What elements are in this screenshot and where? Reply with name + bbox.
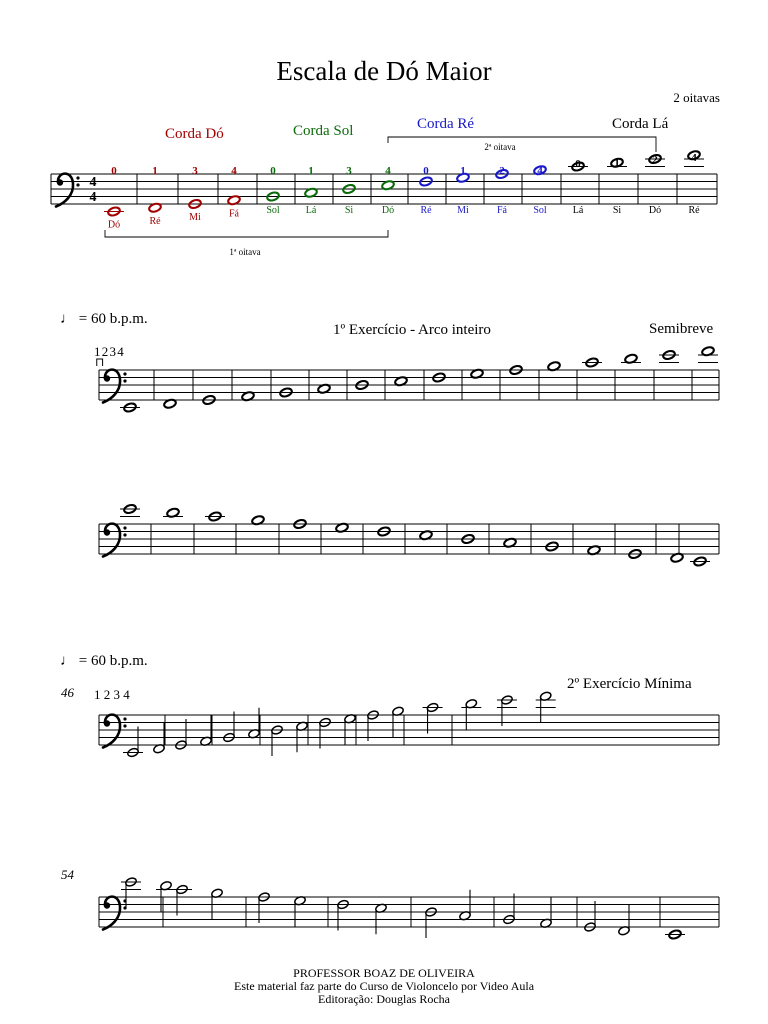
exercise-2-title: 2º Exercício Mínima — [567, 676, 692, 692]
page-title: Escala de Dó Maior — [276, 56, 492, 86]
subtitle: 2 oitavas — [673, 90, 720, 105]
tempo-mark-2: ♩ = 60 b.p.m. — [60, 653, 148, 669]
exercise-2-count: 1 2 3 4 — [94, 687, 130, 702]
bass-clef-dot — [123, 717, 126, 720]
footer-author: PROFESSOR BOAZ DE OLIVEIRA — [293, 966, 475, 980]
finger-number-5: 1 — [308, 165, 314, 177]
finger-number-0: 0 — [111, 165, 117, 177]
bass-clef-dot — [104, 375, 110, 381]
string-label-do: Corda Dó — [165, 126, 224, 142]
bass-clef-dot — [57, 179, 63, 185]
note-name-6: Si — [344, 205, 354, 216]
down-bow-mark: ⊓ — [95, 355, 105, 369]
note-name-10: Fá — [497, 205, 507, 216]
finger-number-15: 4 — [691, 152, 697, 164]
note-name-8: Ré — [420, 205, 432, 216]
bass-clef-icon — [103, 370, 120, 403]
finger-number-6: 3 — [346, 165, 352, 177]
note-name-0: Dó — [107, 219, 121, 231]
bass-clef-dot — [104, 529, 110, 535]
bass-clef-dot — [123, 372, 126, 375]
bass-clef-icon — [103, 715, 120, 748]
bass-clef-dot — [123, 526, 126, 529]
time-signature-bottom: 4 — [89, 190, 97, 205]
octave-1-label: 1ª oitava — [229, 247, 261, 257]
finger-number-12: 0 — [575, 158, 581, 170]
bass-clef-icon — [103, 524, 120, 557]
finger-number-8: 0 — [423, 165, 429, 177]
note-name-7: Dó — [381, 205, 395, 216]
bass-clef-dot — [76, 183, 79, 186]
note-name-13: Si — [612, 205, 622, 216]
finger-number-4: 0 — [270, 165, 276, 177]
bass-clef-dot — [123, 724, 126, 727]
finger-number-11: 4 — [537, 165, 543, 177]
octave-1-bracket — [105, 230, 388, 237]
note-name-9: Mi — [457, 205, 469, 216]
finger-number-9: 1 — [460, 165, 466, 177]
finger-number-1: 1 — [152, 165, 158, 177]
tempo-mark-1: ♩ = 60 b.p.m. — [60, 311, 148, 327]
footer-course: Este material faz parte do Curso de Violoncelo por Video Aula — [233, 979, 535, 993]
measure-number-54: 54 — [61, 867, 74, 882]
string-label-sol: Corda Sol — [293, 123, 354, 139]
exercise-1-count: 1 2 3 4 — [94, 344, 123, 359]
finger-number-14: 2 — [652, 154, 658, 166]
bass-clef-dot — [76, 176, 79, 179]
octave-2-label: 2ª oitava — [484, 142, 516, 152]
exercise-1-note-value: Semibreve — [649, 321, 714, 337]
finger-number-2: 3 — [192, 165, 198, 177]
footer-editor: Editoração: Douglas Rocha — [318, 992, 450, 1006]
bass-clef-dot — [104, 902, 110, 908]
time-signature-top: 4 — [89, 175, 97, 190]
note-name-11: Sol — [533, 205, 547, 216]
octave-2-bracket — [388, 137, 656, 152]
finger-number-7: 4 — [385, 165, 391, 177]
note-name-1: Ré — [149, 215, 161, 227]
note-name-3: Fá — [229, 208, 239, 220]
exercise-1-title: 1º Exercício - Arco inteiro — [333, 322, 491, 338]
bass-clef-icon — [56, 174, 73, 207]
bass-clef-dot — [123, 533, 126, 536]
bass-clef-icon — [103, 897, 120, 930]
bass-clef-dot — [104, 720, 110, 726]
bass-clef-dot — [123, 379, 126, 382]
measure-number-46: 46 — [61, 685, 74, 700]
string-label-la: Corda Lá — [612, 116, 669, 132]
finger-number-10: 2 — [499, 165, 505, 177]
finger-number-13: 1 — [614, 157, 620, 169]
note-name-15: Ré — [688, 205, 700, 216]
string-label-re: Corda Ré — [417, 116, 475, 132]
note-name-5: Lá — [305, 205, 317, 216]
note-name-4: Sol — [266, 205, 280, 216]
note-name-14: Dó — [648, 205, 662, 216]
finger-number-3: 4 — [231, 165, 237, 177]
note-name-12: Lá — [572, 205, 584, 216]
note-name-2: Mi — [189, 212, 201, 223]
